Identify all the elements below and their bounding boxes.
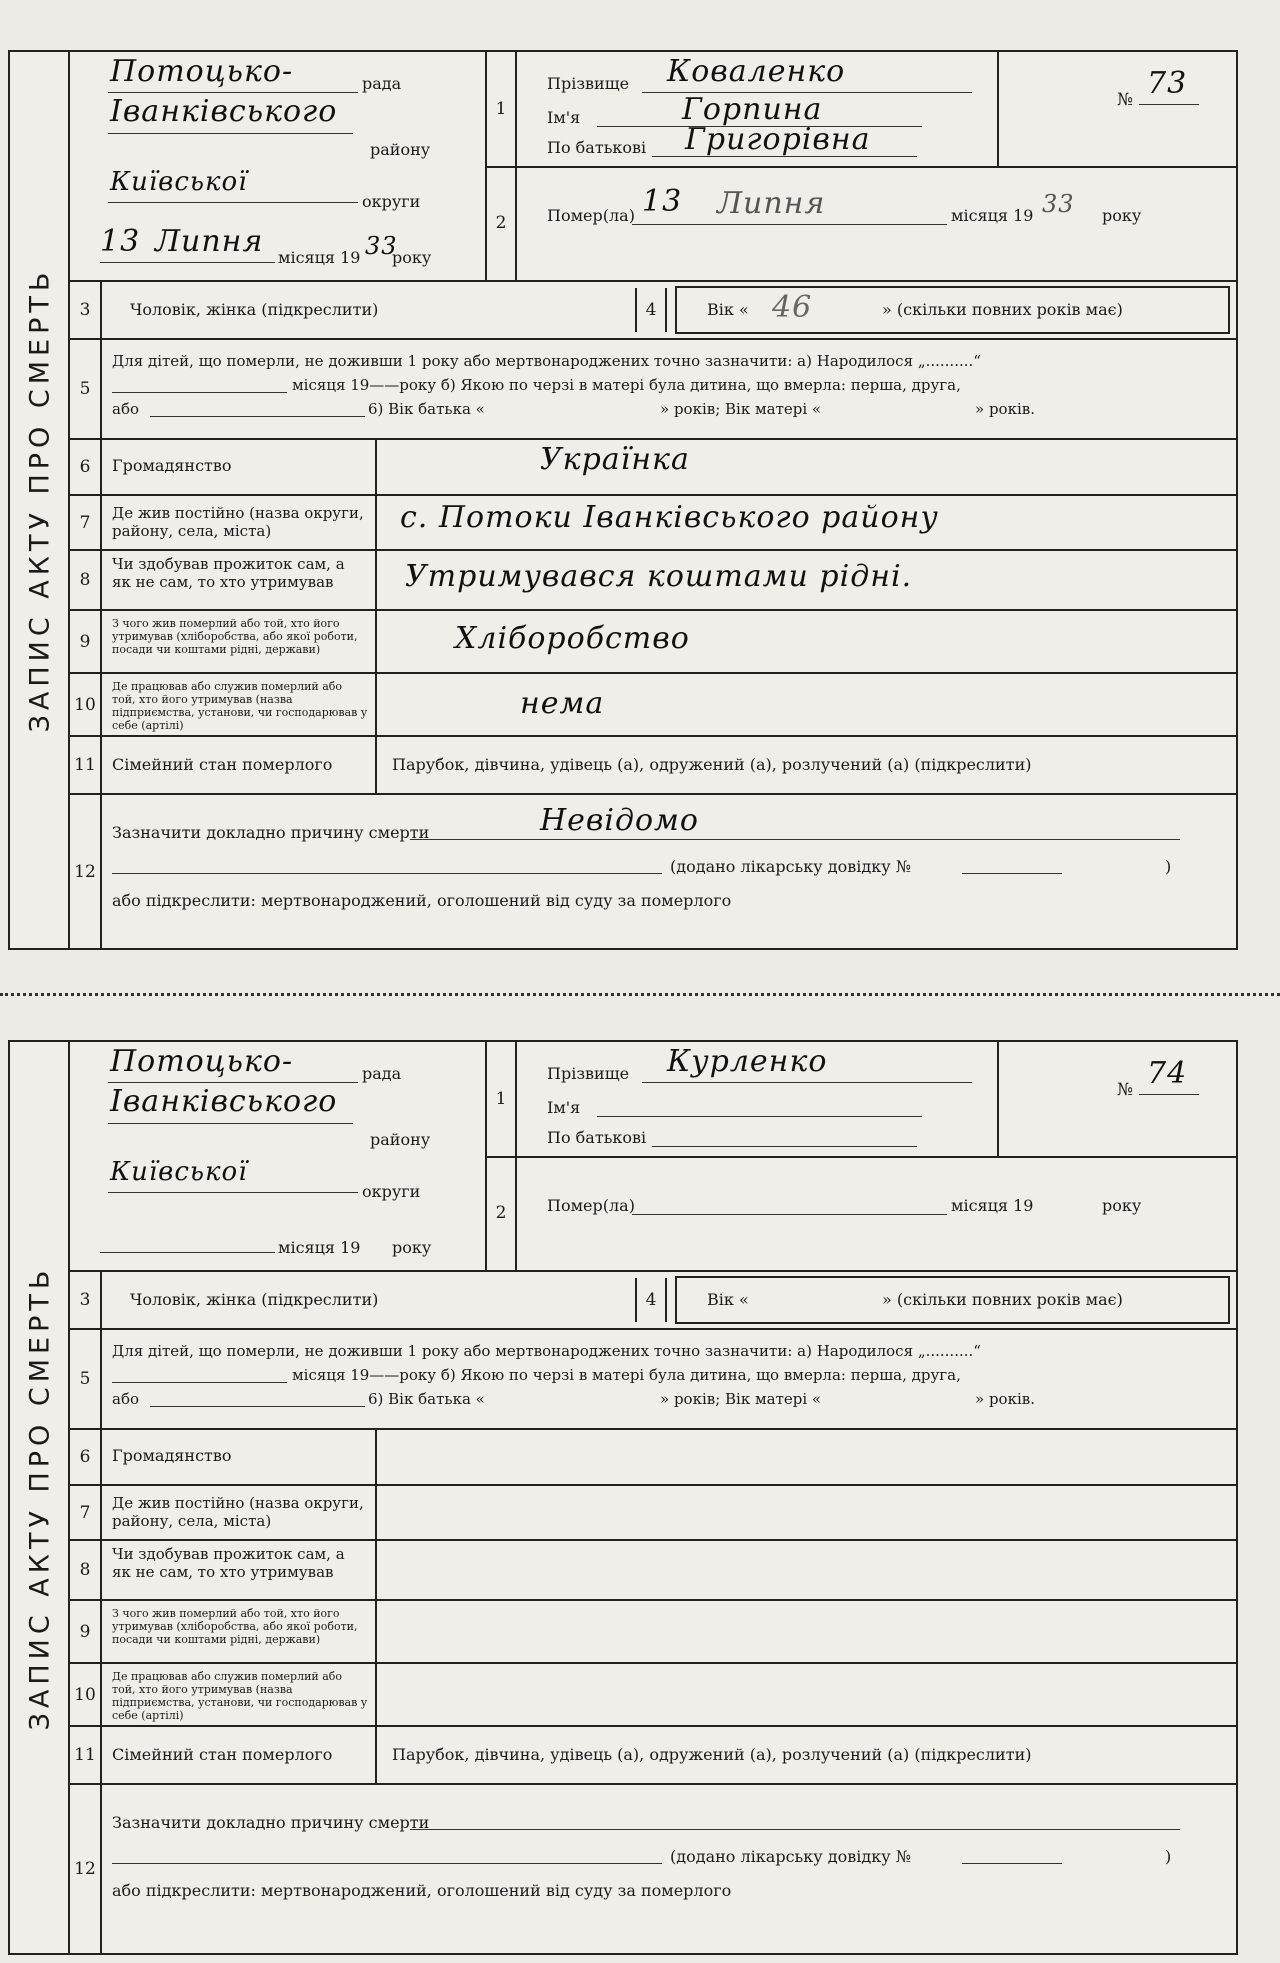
okruha-label: округи [362,1182,421,1201]
row-number-9: 9 [70,1601,102,1662]
death-label: Помер(ла) [547,206,635,225]
section-number-2: 2 [487,1156,517,1270]
infant-line-3b: 6) Вік батька « [368,400,485,418]
income-source-value: Хліборобство [455,621,690,656]
row-number-7: 7 [70,496,102,549]
row-number-5: 5 [70,340,102,438]
patronymic-value: Григорівна [685,122,871,157]
workplace-label: Де працював або служив померлий або той, хто його утримував (назва підприємства, установи, чи господарював у себе (артілі) [112,680,368,732]
row-number-8: 8 [70,551,102,609]
row-11-marital-status [70,735,1236,793]
income-source-label: З чого жив померлий або той, хто його утримував (хліборобства, або якої роботи, посади чи коштами рідні, держави) [112,1607,358,1646]
rada-label: рада [362,1064,402,1083]
infant-line-3c: » років; Вік матері « [660,1390,822,1408]
section-number-2: 2 [487,166,517,280]
row-3-4 [70,1270,1236,1328]
row-number-10: 10 [70,1664,102,1725]
infant-line-3d: » років. [975,400,1035,418]
row-5-infant-details [70,1328,1236,1428]
infant-line-3c: » років; Вік матері « [660,400,822,418]
row-number-12: 12 [70,1785,102,1953]
doctor-note-label: (додано лікарську довідку № [670,1847,911,1866]
rada-value: Потоцько- [110,1044,294,1079]
sex-label: Чоловік, жінка (підкреслити) [130,300,379,319]
sex-label: Чоловік, жінка (підкреслити) [130,1290,379,1309]
death-month-label: місяця 19 [951,206,1034,225]
row-number-5: 5 [70,1330,102,1428]
citizenship-label: Громадянство [112,456,232,475]
section-number-1: 1 [487,52,517,166]
surname-label: Прізвище [547,74,630,93]
infant-line-1: Для дітей, що померли, не доживши 1 року або мертвонароджених точно зазначити: а) Народилося „..........“ [112,352,981,370]
row-number-12: 12 [70,795,102,948]
row-number-11: 11 [70,737,102,793]
workplace-value: нема [520,686,605,721]
infant-line-3b: 6) Вік батька « [368,1390,485,1408]
row-number-8: 8 [70,1541,102,1599]
form-side-label: ЗАПИС АКТУ ПРО СМЕРТЬ [24,267,56,733]
first-name-label: Ім'я [547,1098,581,1117]
patronymic-label: По батькові [547,1128,647,1147]
age-label: Вік « [707,1290,749,1309]
doctor-note-close: ) [1165,1847,1172,1866]
infant-line-3d: » років. [975,1390,1035,1408]
row-6-citizenship [70,438,1236,494]
workplace-label: Де працював або служив померлий або той, хто його утримував (назва підприємства, установи, чи господарював у себе (артілі) [112,1670,368,1722]
infant-line-3a: або [112,400,140,418]
okruha-value: Київської [110,167,248,197]
infant-line-2: місяця 19——року б) Якою по черзі в матері була дитина, що вмерла: перша, друга, [292,376,961,394]
row-number-9: 9 [70,611,102,672]
surname-value: Коваленко [667,54,846,89]
row-number-6: 6 [70,1430,102,1484]
age-label: Вік « [707,300,749,319]
doctor-note-close: ) [1165,857,1172,876]
citizenship-label: Громадянство [112,1446,232,1465]
doctor-note-label: (додано лікарську довідку № [670,857,911,876]
row-10-workplace [70,672,1236,735]
marital-status-options: Парубок, дівчина, удівець (а), одружений (а), розлучений (а) (підкреслити) [392,1745,1032,1764]
row-number-4: 4 [635,1278,667,1322]
reg-year-value: 33 [365,232,398,260]
row-9-income-source [70,609,1236,672]
death-record-form [8,1040,1238,1955]
age-value: 46 [772,290,813,325]
income-source-label: З чого жив померлий або той, хто його утримував (хліборобства, або якої роботи, посади чи коштами рідні, держави) [112,617,358,656]
row-9-income-source [70,1599,1236,1662]
record-number-label: № [1117,90,1134,110]
marital-status-label: Сімейний стан померлого [112,1745,333,1764]
row-number-11: 11 [70,1727,102,1783]
livelihood-label: Чи здобував прожиток сам, а як не сам, то хто утримував [112,555,345,591]
reg-day-value: 13 [100,224,141,259]
death-date-block [517,166,1236,280]
infant-line-2: місяця 19——року б) Якою по черзі в матері була дитина, що вмерла: перша, друга, [292,1366,961,1384]
raion-value: Іванківського [110,94,338,129]
infant-line-1: Для дітей, що померли, не доживши 1 року або мертвонароджених точно зазначити: а) Народилося „..........“ [112,1342,981,1360]
row-8-livelihood [70,549,1236,609]
livelihood-label: Чи здобував прожиток сам, а як не сам, то хто утримував [112,1545,345,1581]
cause-label: Зазначити докладно причину смерти [112,823,430,842]
marital-status-options: Парубок, дівчина, удівець (а), одружений (а), розлучений (а) (підкреслити) [392,755,1032,774]
row-number-10: 10 [70,674,102,735]
residence-value: с. Потоки Іванківського району [400,500,939,535]
death-record-form [8,50,1238,950]
age-box [675,286,1230,334]
registry-office-block [70,1042,487,1270]
stillborn-note: або підкреслити: мертвонароджений, оголошений від суду за померлого [112,1881,732,1900]
reg-year-label: року [392,248,432,267]
registry-office-block [70,52,487,280]
name-block [517,1042,1236,1156]
row-number-3: 3 [70,1272,102,1328]
record-number-label: № [1117,1080,1134,1100]
rada-value: Потоцько- [110,54,294,89]
form-side-label: ЗАПИС АКТУ ПРО СМЕРТЬ [24,1265,56,1730]
death-year-label: року [1102,206,1142,225]
age-tail-label: » (скільки повних років має) [882,1290,1123,1309]
death-month-value: Липня [717,186,826,221]
stillborn-note: або підкреслити: мертвонароджений, оголошений від суду за померлого [112,891,732,910]
row-12-cause-of-death [70,1783,1236,1953]
death-month-label: місяця 19 [951,1196,1034,1215]
row-7-residence [70,1484,1236,1539]
perforation-line [0,993,1280,996]
row-6-citizenship [70,1428,1236,1484]
patronymic-label: По батькові [547,138,647,157]
row-11-marital-status [70,1725,1236,1783]
citizenship-value: Українка [540,442,690,477]
reg-month-label: місяця 19 [278,1238,361,1257]
row-8-livelihood [70,1539,1236,1599]
rada-label: рада [362,74,402,93]
raion-label: району [370,1130,431,1149]
surname-label: Прізвище [547,1064,630,1083]
surname-value: Курленко [667,1044,828,1079]
row-10-workplace [70,1662,1236,1725]
row-12-cause-of-death [70,793,1236,948]
reg-month-label: місяця 19 [278,248,361,267]
raion-value: Іванківського [110,1084,338,1119]
marital-status-label: Сімейний стан померлого [112,755,333,774]
row-number-7: 7 [70,1486,102,1539]
record-number-value: 74 [1147,1056,1188,1091]
record-number-value: 73 [1147,66,1188,101]
age-tail-label: » (скільки повних років має) [882,300,1123,319]
reg-year-label: року [392,1238,432,1257]
residence-label: Де жив постійно (назва округи, району, села, міста) [112,504,364,540]
cause-value: Невідомо [540,803,699,838]
row-number-6: 6 [70,440,102,494]
form-side-strip [10,1042,70,1953]
raion-label: району [370,140,431,159]
row-5-infant-details [70,338,1236,438]
name-block [517,52,1236,166]
cause-label: Зазначити докладно причину смерти [112,1813,430,1832]
row-number-4: 4 [635,288,667,332]
death-label: Помер(ла) [547,1196,635,1215]
death-year-label: року [1102,1196,1142,1215]
death-day-value: 13 [642,184,683,219]
death-year-value: 33 [1042,190,1075,218]
row-3-4 [70,280,1236,338]
row-7-residence [70,494,1236,549]
death-date-block [517,1156,1236,1270]
first-name-value: Горпина [682,92,823,127]
infant-line-3a: або [112,1390,140,1408]
section-number-1: 1 [487,1042,517,1156]
reg-month-value: Липня [155,224,264,259]
row-number-3: 3 [70,282,102,338]
age-box [675,1276,1230,1324]
okruha-value: Київської [110,1157,248,1187]
first-name-label: Ім'я [547,108,581,127]
form-side-strip [10,52,70,948]
residence-label: Де жив постійно (назва округи, району, села, міста) [112,1494,364,1530]
okruha-label: округи [362,192,421,211]
livelihood-value: Утримувався коштами рідні. [405,559,913,594]
